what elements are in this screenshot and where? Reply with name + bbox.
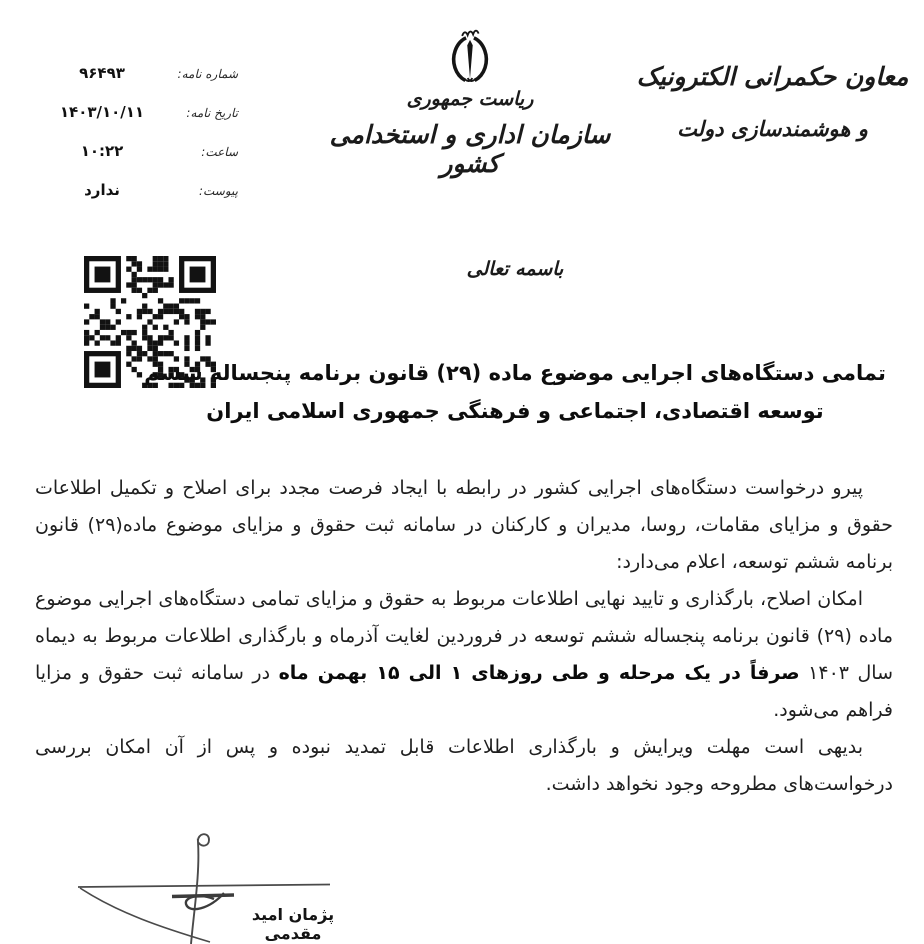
meta-row-attachment [38, 181, 238, 199]
body-paragraph-2 [35, 581, 893, 729]
meta-row-date [38, 103, 238, 121]
signatory-name: پژمان امید مقدمی [251, 905, 335, 943]
letter-time-value: ۱۰:۲۲ [80, 142, 124, 160]
letter-attachment-label: پیوست: [198, 184, 238, 198]
letter-number-label: شماره نامه: [177, 67, 238, 81]
presidency-title: ریاست جمهوری [406, 88, 534, 110]
body-paragraph-2-bold: صرفاً در یک مرحله و طی روزهای ۱ الی ۱۵ بهمن ماه [278, 662, 800, 684]
letter-date-value: ۱۴۰۳/۱۰/۱۱ [59, 103, 145, 121]
addressee-heading [100, 354, 924, 430]
addressee-line1: تمامی دستگاه‌های اجرایی موضوع ماده (۲۹) قانون برنامه پنجساله ششم [144, 361, 886, 385]
letter-meta-block [38, 64, 238, 220]
letter-date-label: تاریخ نامه: [186, 106, 238, 120]
iran-national-emblem-icon [445, 28, 495, 86]
body-paragraph-3: بدیهی است مهلت ویرایش و بارگذاری اطلاعات قابل تمدید نبوده و پس از آن امکان بررسی درخواست‌های مطروحه وجود نخواهد داشت. [35, 736, 893, 795]
meta-row-time [38, 142, 238, 160]
center-header [320, 28, 620, 178]
addressee-line2: توسعه اقتصادی، اجتماعی و فرهنگی جمهوری اسلامی ایران [206, 399, 824, 423]
body-paragraph-1: پیرو درخواست دستگاه‌های اجرایی کشور در رابطه با ایجاد فرصت مجدد برای اصلاح و تکمیل اطلاعات حقوق و مزایای مقامات، روسا، مدیران و کارکنان در سامانه ثبت حقوق و مزایای موضوع ماده(۲۹) قانون برنامه ششم توسعه، اعلام می‌دارد: [35, 477, 893, 573]
letter-attachment-value: ندارد [84, 181, 120, 199]
deputy-title-line2: و هوشمندسازی دولت [677, 117, 868, 141]
basmala-text: باسمه تعالی [466, 258, 564, 280]
letter-number-value: ۹۶۴۹۳ [79, 64, 125, 82]
body-paragraph-2-normal-1: امکان اصلاح، بارگذاری و تایید نهایی اطلاعات مربوط به حقوق و مزایای تمامی دستگاه‌های اجرایی موضوع ماده (۲۹) قانون برنامه پنجساله ششم توسعه در فروردین لغایت آذرماه و بارگذاری اطلاعات مربوط به دیماه سال ۱۴۰۳ [35, 588, 893, 684]
letter-body [35, 470, 893, 803]
right-header [630, 62, 915, 141]
organization-title: سازمان اداری و استخدامی کشور [329, 120, 611, 178]
meta-row-number [38, 64, 238, 82]
deputy-title-line1: معاون حکمرانی الکترونیک [636, 62, 909, 91]
body-paragraph-2-normal-2: در سامانه ثبت حقوق و مزایا فراهم می‌شود. [35, 662, 893, 721]
letter-time-label: ساعت: [201, 145, 238, 159]
